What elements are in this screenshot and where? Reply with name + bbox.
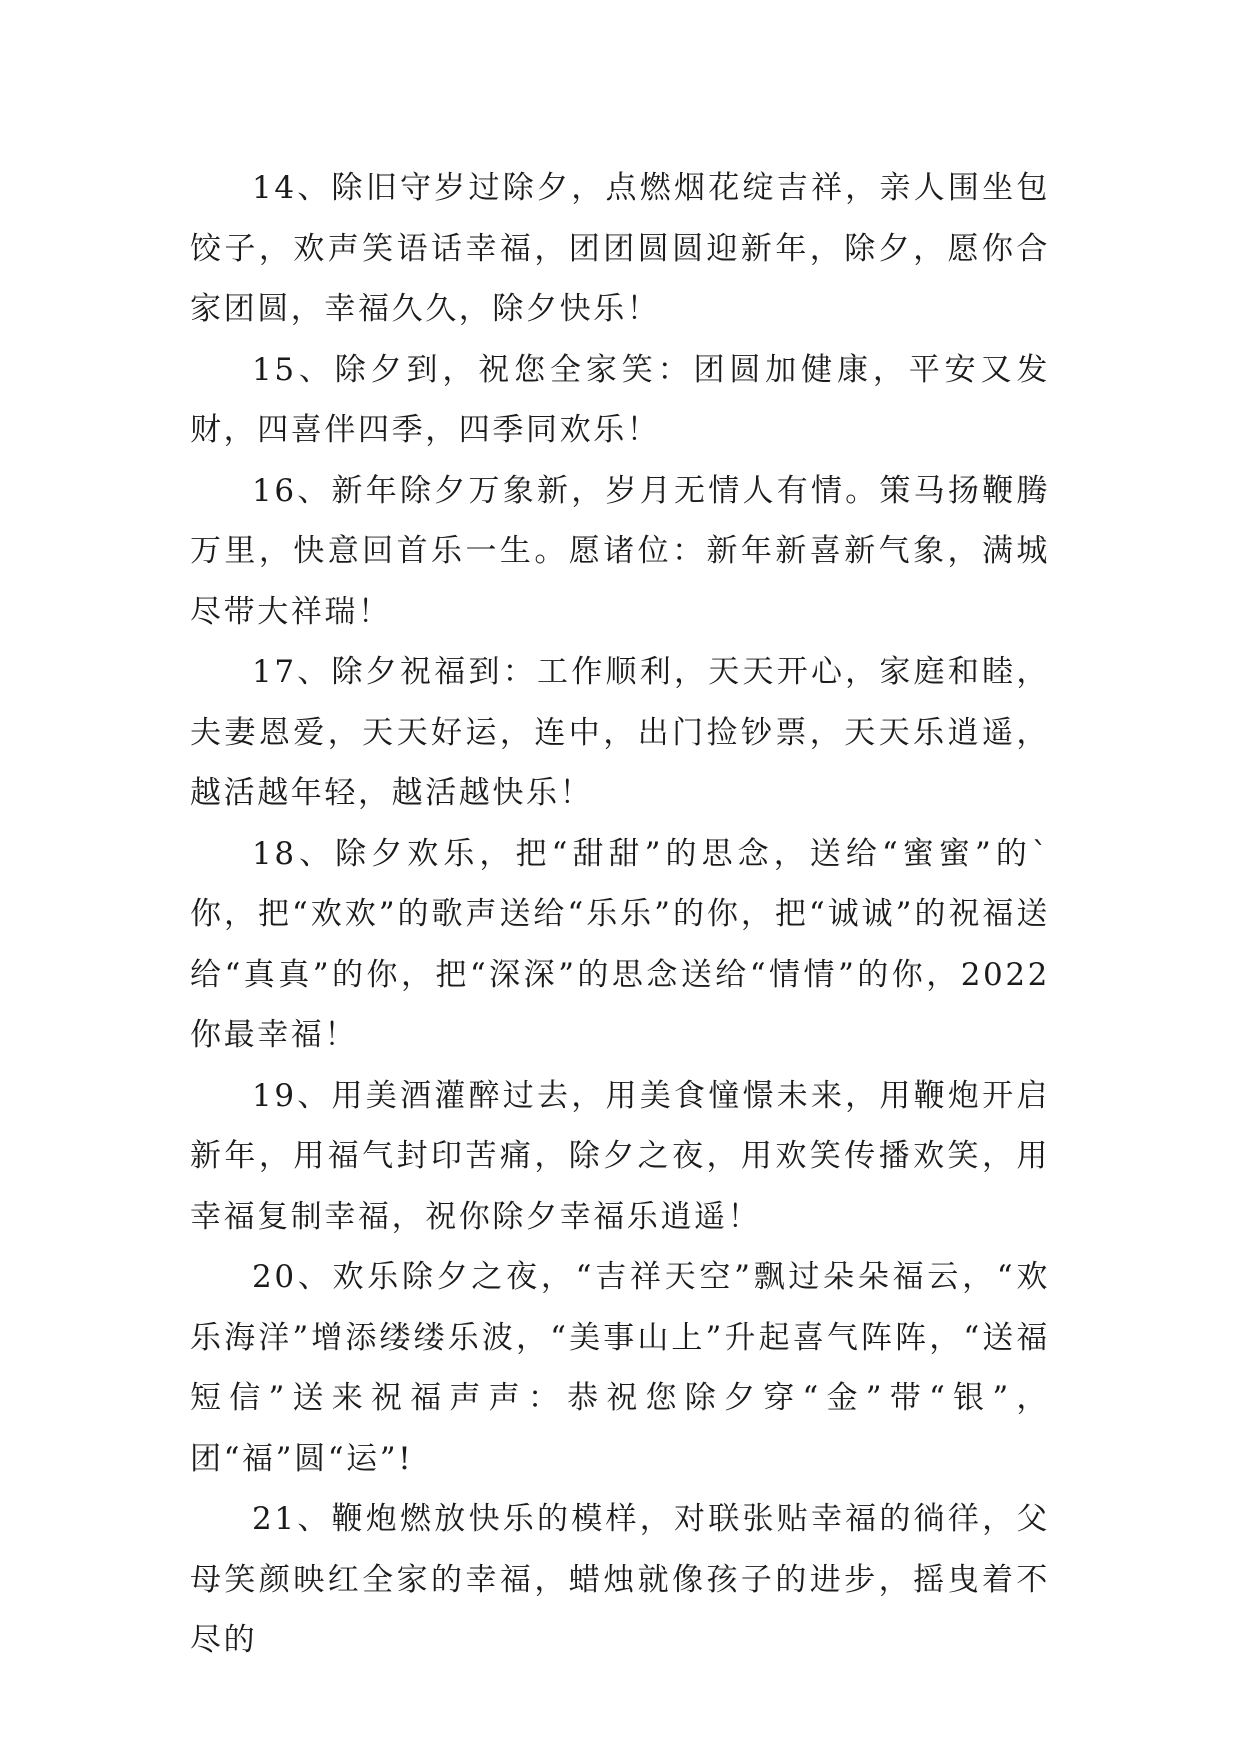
paragraph-14: 14、除旧守岁过除夕，点燃烟花绽吉祥，亲人围坐包饺子，欢声笑语话幸福，团团圆圆迎新年，除夕，愿你合家团圆，幸福久久，除夕快乐！ [190,170,1050,327]
paragraph-15: 15、除夕到，祝您全家笑：团圆加健康，平安又发财，四喜伴四季，四季同欢乐！ [190,351,1050,448]
paragraph-16: 16、新年除夕万象新，岁月无情人有情。策马扬鞭腾万里，快意回首乐一生。愿诸位：新年新喜新气象，满城尽带大祥瑞！ [190,472,1050,630]
paragraph-18: 18、除夕欢乐，把“甜甜”的思念，送给“蜜蜜”的`你，把“欢欢”的歌声送给“乐乐”的你，把“诚诚”的祝福送给“真真”的你，把“深深”的思念送给“情情”的你，2022你最幸福！ [190,835,1050,1053]
paragraph-20: 20、欢乐除夕之夜，“吉祥天空”飘过朵朵福云，“欢乐海洋”增添缕缕乐波，“美事山上”升起喜气阵阵，“送福短信”送来祝福声声：恭祝您除夕穿“金”带“银”，团“福”圆“运”! [190,1259,1050,1477]
document-body [190,158,1050,1671]
paragraph-19: 19、用美酒灌醉过去，用美食憧憬未来，用鞭炮开启新年，用福气封印苦痛，除夕之夜，用欢笑传播欢笑，用幸福复制幸福，祝你除夕幸福乐逍遥！ [190,1077,1050,1235]
paragraph-21: 21、鞭炮燃放快乐的模样，对联张贴幸福的徜徉，父母笑颜映红全家的幸福，蜡烛就像孩子的进步，摇曳着不尽的 [190,1501,1050,1658]
paragraph-17: 17、除夕祝福到：工作顺利，天天开心，家庭和睦，夫妻恩爱，天天好运，连中，出门捡钞票，天天乐逍遥，越活越年轻，越活越快乐！ [190,654,1050,811]
